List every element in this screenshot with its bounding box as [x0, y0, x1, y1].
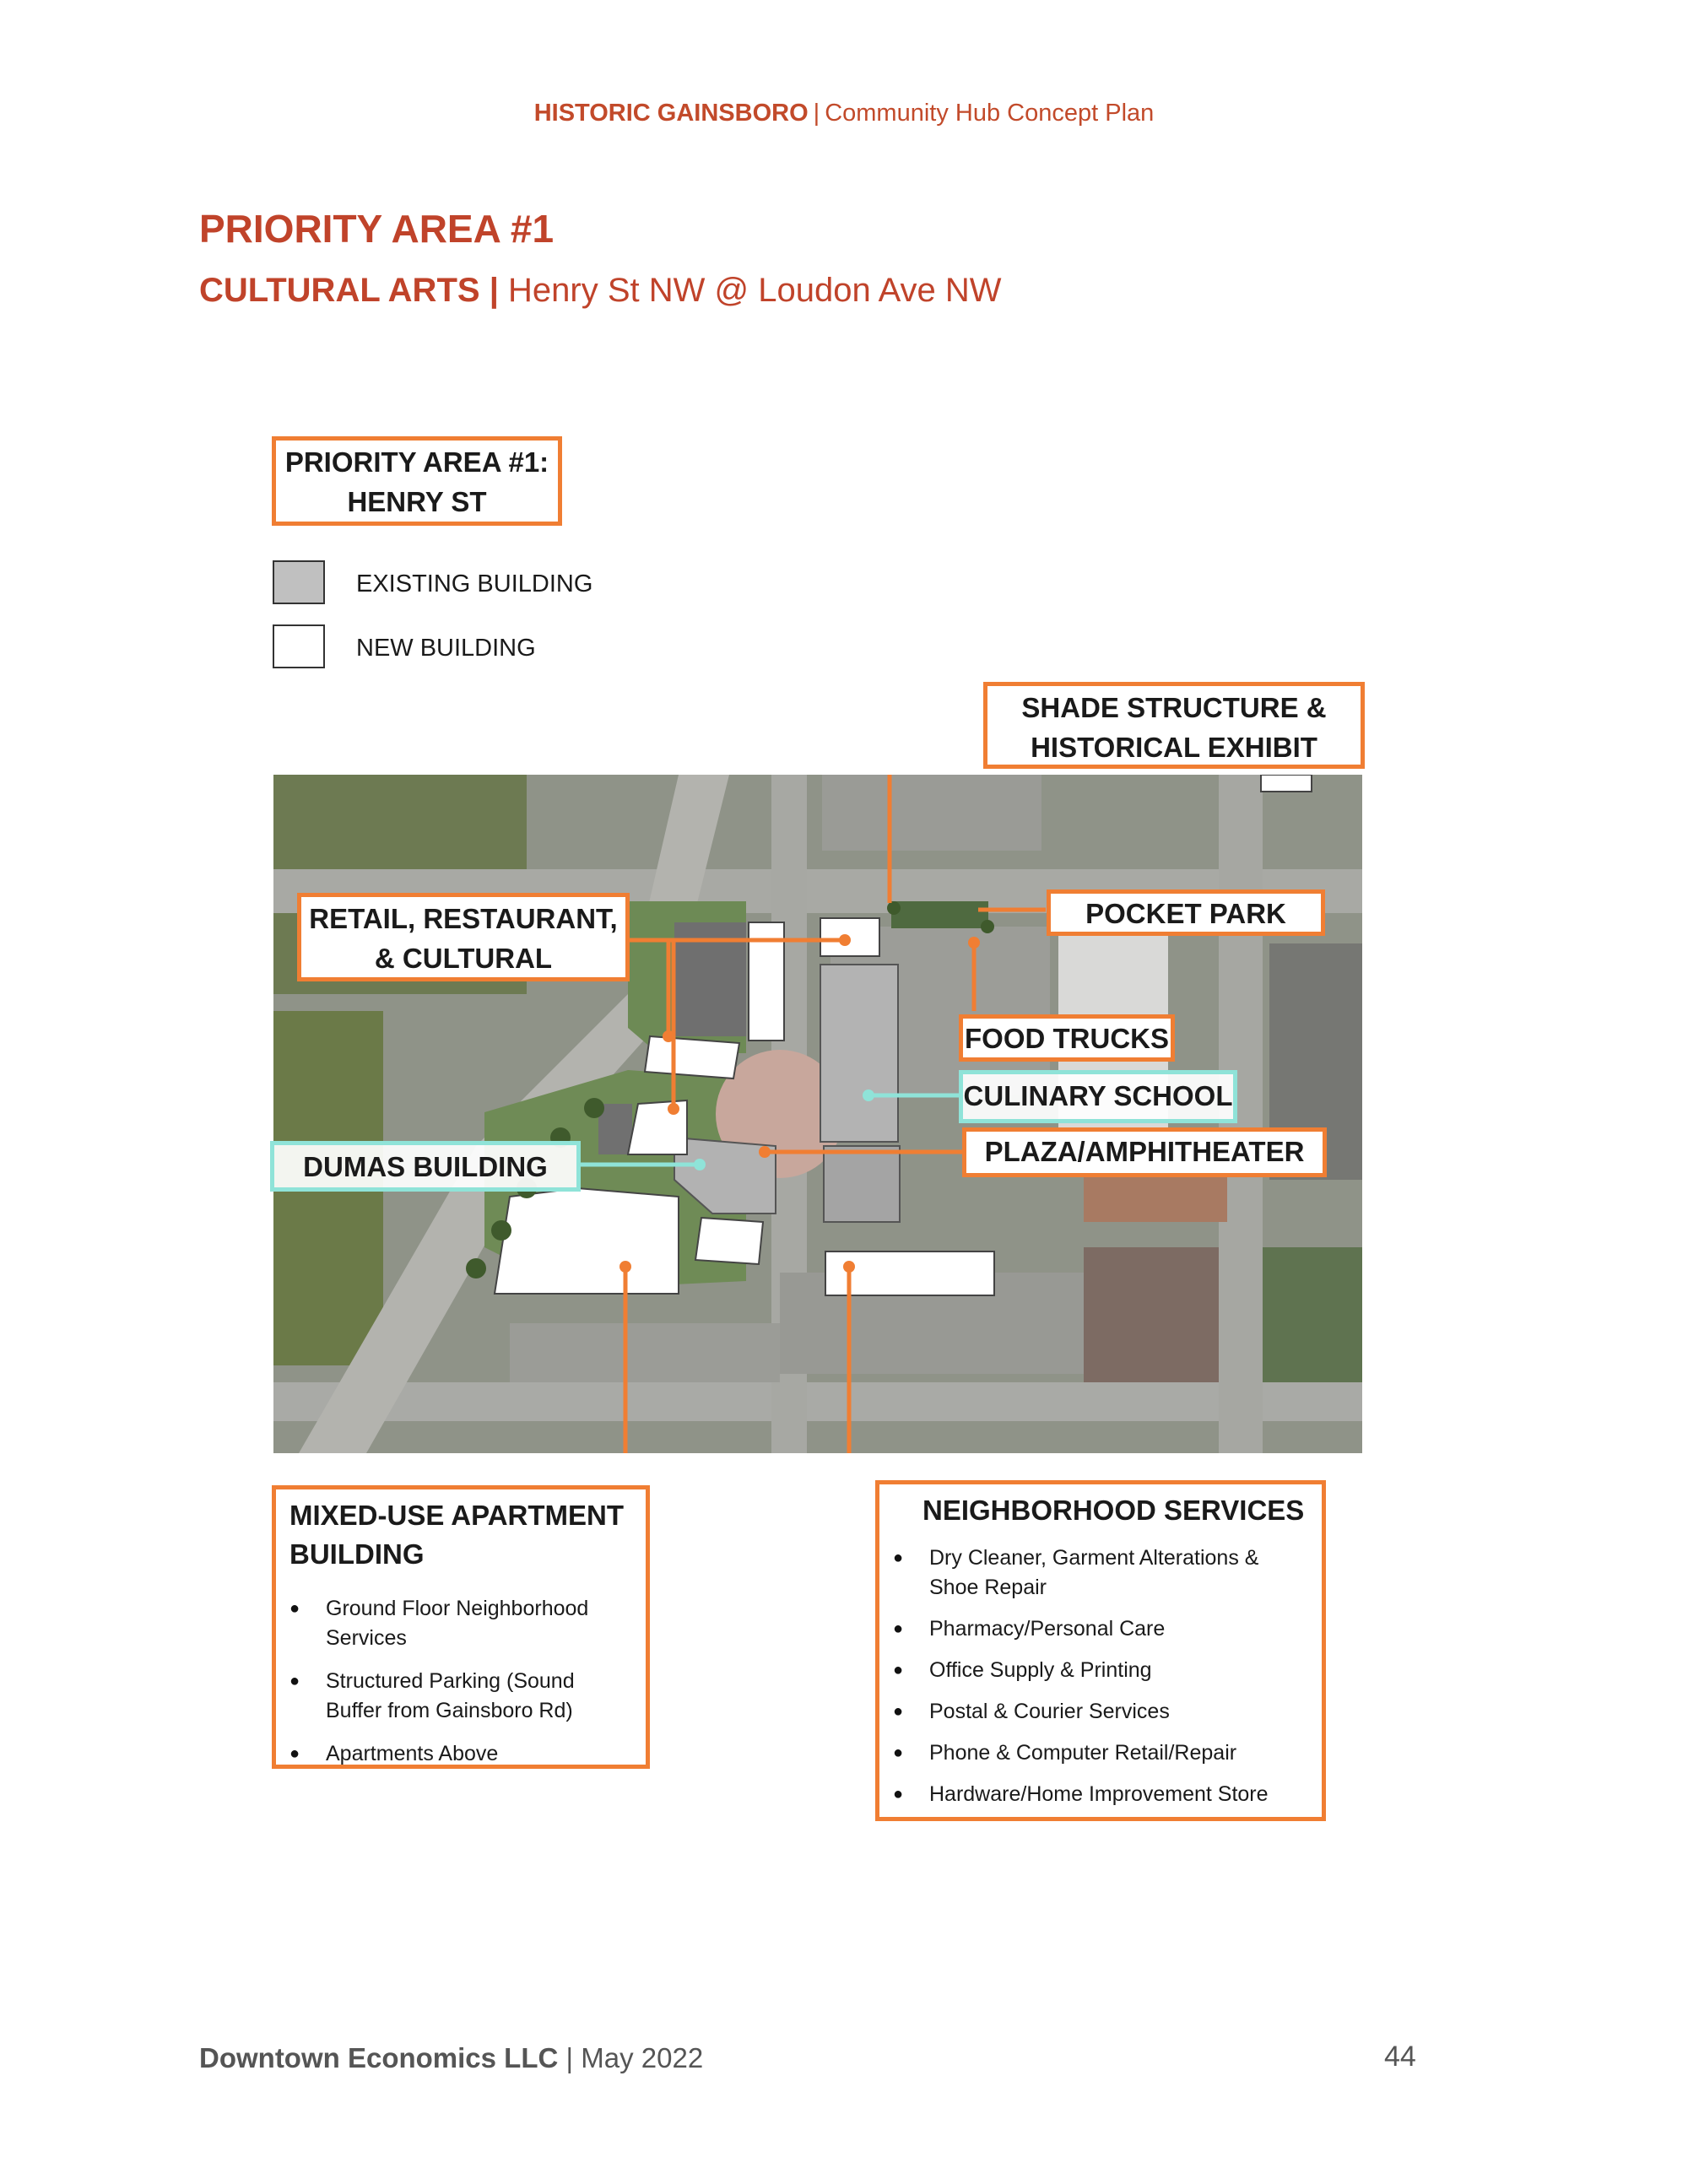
map-pocket-park [891, 901, 988, 928]
header-brand: HISTORIC GAINSBORO [533, 100, 809, 127]
subtitle-separator: | [489, 272, 499, 309]
map-tree [887, 901, 901, 915]
header-subtitle: Community Hub Concept Plan [825, 100, 1155, 127]
mixed-use-title-line2: BUILDING [289, 1538, 425, 1570]
map-parking-sw [510, 1323, 780, 1382]
footer-credit [199, 2042, 703, 2074]
callout-plaza: PLAZA/AMPHITHEATER [962, 1127, 1327, 1177]
subtitle-category: CULTURAL ARTS [199, 272, 480, 309]
mixed-use-box [272, 1485, 650, 1769]
map-tree [584, 1098, 604, 1118]
callout-retail-line1: RETAIL, RESTAURANT, [309, 903, 618, 934]
leader-dot [839, 934, 851, 946]
leader-dot [668, 1103, 679, 1115]
mixed-use-title [289, 1496, 646, 1574]
legend-title-line2: HENRY ST [347, 486, 487, 517]
list-item: ● Postal & Courier Services [893, 1697, 1322, 1727]
page-subtitle [199, 272, 1002, 310]
legend-label-existing: EXISTING BUILDING [356, 570, 593, 597]
map-road-south [273, 1382, 1362, 1421]
list-item: ● Phone & Computer Retail/Repair [893, 1738, 1322, 1768]
callout-retail-line2: & CULTURAL [374, 943, 553, 974]
leader-dot [968, 937, 980, 949]
subtitle-location: Henry St NW @ Loudon Ave NW [508, 272, 1002, 309]
map-brick-building [1084, 1171, 1227, 1222]
leader-dot [619, 1261, 631, 1273]
map-new-building-apartments [495, 1188, 679, 1294]
neighborhood-services-list [893, 1543, 1322, 1809]
map-tree [466, 1258, 486, 1279]
callout-dumas-building: DUMAS BUILDING [270, 1141, 581, 1192]
list-item: ● Office Supply & Printing [893, 1656, 1322, 1685]
callout-retail [297, 893, 630, 981]
mixed-use-title-line1: MIXED-USE APARTMENT [289, 1500, 624, 1531]
legend-swatch-new [273, 624, 325, 668]
callout-culinary-school: CULINARY SCHOOL [959, 1070, 1237, 1123]
callout-pocket-park: POCKET PARK [1047, 889, 1325, 936]
leader-dot [843, 1261, 855, 1273]
map-new-building-small [695, 1218, 763, 1264]
footer-separator: | [565, 2042, 574, 2073]
list-item: ● Ground Floor Neighborhood Services [289, 1594, 646, 1653]
callout-shade-structure [983, 682, 1365, 769]
header-separator: | [813, 100, 820, 127]
neighborhood-services-box [875, 1480, 1326, 1821]
leader-dot [663, 1030, 674, 1042]
footer-date: May 2022 [581, 2042, 704, 2073]
leader-dot-teal [863, 1089, 874, 1101]
leader-dot-teal [694, 1159, 706, 1170]
leader-dot [759, 1146, 771, 1158]
neighborhood-services-title: NEIGHBORHOOD SERVICES [922, 1495, 1305, 1526]
list-item: ● Hardware/Home Improvement Store [893, 1780, 1322, 1809]
map-existing-building-plaza [824, 1146, 900, 1222]
legend-label-new: NEW BUILDING [356, 635, 536, 662]
legend-title-line1: PRIORITY AREA #1: [284, 446, 549, 478]
map-tree [981, 920, 994, 933]
map-existing-building-culinary [820, 965, 898, 1142]
legend-title-box [272, 436, 562, 526]
list-item: ● Apartments Above [289, 1739, 646, 1769]
map-new-building-ne [1261, 775, 1312, 792]
map-tower-building [1084, 1247, 1219, 1382]
callout-shade-line2: HISTORICAL EXHIBIT [1031, 732, 1317, 763]
map-parking-north [822, 775, 1041, 851]
list-item: ● Structured Parking (Sound Buffer from Gainsboro Rd) [289, 1667, 646, 1726]
map-new-building-row [645, 1036, 739, 1078]
page-number: 44 [1384, 2041, 1416, 2073]
list-item: ● Pharmacy/Personal Care [893, 1614, 1322, 1644]
callout-food-trucks: FOOD TRUCKS [959, 1014, 1175, 1062]
list-item: ● Dry Cleaner, Garment Alterations & Shoe Repair [893, 1543, 1322, 1603]
mixed-use-list [289, 1594, 646, 1769]
page-title: PRIORITY AREA #1 [199, 207, 555, 251]
running-header [0, 100, 1688, 127]
callout-shade-line1: SHADE STRUCTURE & [1021, 692, 1327, 723]
legend-swatch-existing [273, 560, 325, 604]
footer-company: Downtown Economics LLC [199, 2042, 559, 2073]
map-tree [491, 1220, 511, 1241]
